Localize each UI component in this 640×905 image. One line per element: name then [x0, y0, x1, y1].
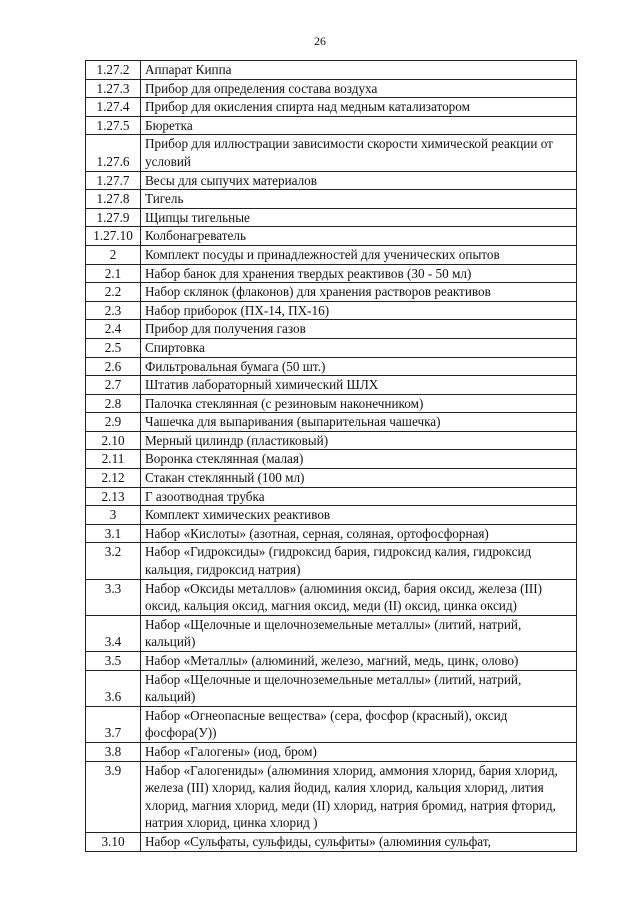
table-row [86, 208, 577, 227]
item-description: Комплект химических реактивов [141, 506, 577, 525]
item-number: 1.27.3 [86, 79, 141, 98]
table-row [86, 116, 577, 135]
item-description: Набор «Галогениды» (алюминия хлорид, аммония хлорид, бария хлорид, железа (III) хлорид, калия йодид, калия хлорид, кальция хлорид, лития хлорид, магния хлорид, меди (II) хлорид, натрия бромид, натрия фторид, натрия хлорид, цинка хлорид ) [141, 761, 577, 832]
table-row [86, 832, 577, 851]
item-number: 2.3 [86, 301, 141, 320]
item-description: Палочка стеклянная (с резиновым наконечником) [141, 394, 577, 413]
table-row [86, 543, 577, 579]
table-row [86, 376, 577, 395]
table-row [86, 283, 577, 302]
item-number: 1.27.10 [86, 227, 141, 246]
equipment-table [85, 60, 577, 852]
item-description: Спиртовка [141, 338, 577, 357]
item-number: 3.6 [86, 670, 141, 706]
item-number: 1.27.7 [86, 171, 141, 190]
table-row [86, 615, 577, 651]
item-description: Комплект посуды и принадлежностей для ученических опытов [141, 245, 577, 264]
item-description: Колбонагреватель [141, 227, 577, 246]
item-description: Прибор для получения газов [141, 320, 577, 339]
item-description: Прибор для окисления спирта над медным катализатором [141, 98, 577, 117]
item-number: 2.6 [86, 357, 141, 376]
item-description: Набор склянок (флаконов) для хранения растворов реактивов [141, 283, 577, 302]
table-row [86, 245, 577, 264]
item-description: Набор «Щелочные и щелочноземельные металлы» (литий, натрий, кальций) [141, 615, 577, 651]
item-number: 3.9 [86, 761, 141, 832]
item-description: Набор «Оксиды металлов» (алюминия оксид, бария оксид, железа (III) оксид, кальция оксид, магния оксид, меди (II) оксид, цинка оксид) [141, 579, 577, 615]
item-description: Щипцы тигельные [141, 208, 577, 227]
item-description: Аппарат Киппа [141, 61, 577, 80]
equipment-table-body [86, 61, 577, 852]
item-number: 2.8 [86, 394, 141, 413]
item-number: 2.11 [86, 450, 141, 469]
item-description: Тигель [141, 190, 577, 209]
table-row [86, 227, 577, 246]
table-row [86, 320, 577, 339]
item-number: 1.27.4 [86, 98, 141, 117]
item-description: Прибор для иллюстрации зависимости скорости химической реакции от условий [141, 135, 577, 171]
table-row [86, 670, 577, 706]
table-row [86, 413, 577, 432]
item-description: Набор «Металлы» (алюминий, железо, магний, медь, цинк, олово) [141, 652, 577, 671]
table-row [86, 487, 577, 506]
item-number: 3.7 [86, 706, 141, 742]
table-row [86, 761, 577, 832]
table-row [86, 579, 577, 615]
item-number: 1.27.9 [86, 208, 141, 227]
table-row [86, 431, 577, 450]
table-row [86, 524, 577, 543]
item-description: Набор банок для хранения твердых реактивов (30 - 50 мл) [141, 264, 577, 283]
item-description: Набор «Галогены» (иод, бром) [141, 742, 577, 761]
item-description: Прибор для определения состава воздуха [141, 79, 577, 98]
table-row [86, 79, 577, 98]
item-description: Бюретка [141, 116, 577, 135]
table-row [86, 706, 577, 742]
table-row [86, 652, 577, 671]
table-row [86, 171, 577, 190]
table-row [86, 742, 577, 761]
item-description: Фильтровальная бумага (50 шт.) [141, 357, 577, 376]
item-description: Воронка стеклянная (малая) [141, 450, 577, 469]
item-number: 2.7 [86, 376, 141, 395]
table-row [86, 190, 577, 209]
item-number: 1.27.2 [86, 61, 141, 80]
item-number: 3.10 [86, 832, 141, 851]
table-row [86, 506, 577, 525]
item-number: 2 [86, 245, 141, 264]
item-number: 3.4 [86, 615, 141, 651]
item-number: 3.8 [86, 742, 141, 761]
item-number: 2.9 [86, 413, 141, 432]
item-description: Весы для сыпучих материалов [141, 171, 577, 190]
table-row [86, 301, 577, 320]
item-number: 3 [86, 506, 141, 525]
item-description: Набор «Щелочные и щелочноземельные металлы» (литий, натрий, кальций) [141, 670, 577, 706]
table-row [86, 338, 577, 357]
item-number: 2.10 [86, 431, 141, 450]
item-number: 2.13 [86, 487, 141, 506]
item-number: 1.27.8 [86, 190, 141, 209]
item-description: Г азоотводная трубка [141, 487, 577, 506]
table-row [86, 61, 577, 80]
item-number: 3.2 [86, 543, 141, 579]
item-description: Мерный цилиндр (пластиковый) [141, 431, 577, 450]
table-row [86, 98, 577, 117]
item-number: 1.27.5 [86, 116, 141, 135]
table-row [86, 450, 577, 469]
table-row [86, 394, 577, 413]
item-number: 3.3 [86, 579, 141, 615]
item-number: 1.27.6 [86, 135, 141, 171]
table-row [86, 264, 577, 283]
item-description: Штатив лабораторный химический ШЛХ [141, 376, 577, 395]
item-description: Чашечка для выпаривания (выпарительная чашечка) [141, 413, 577, 432]
item-description: Набор «Сульфаты, сульфиды, сульфиты» (алюминия сульфат, [141, 832, 577, 851]
item-number: 2.12 [86, 469, 141, 488]
table-row [86, 135, 577, 171]
item-number: 3.1 [86, 524, 141, 543]
item-number: 2.2 [86, 283, 141, 302]
item-number: 2.1 [86, 264, 141, 283]
table-row [86, 469, 577, 488]
item-description: Стакан стеклянный (100 мл) [141, 469, 577, 488]
item-description: Набор приборок (ПХ-14, ПХ-16) [141, 301, 577, 320]
item-description: Набор «Кислоты» (азотная, серная, соляная, ортофосфорная) [141, 524, 577, 543]
item-number: 2.5 [86, 338, 141, 357]
item-description: Набор «Гидроксиды» (гидроксид бария, гидроксид калия, гидроксид кальция, гидроксид натрия) [141, 543, 577, 579]
table-row [86, 357, 577, 376]
item-description: Набор «Огнеопасные вещества» (сера, фосфор (красный), оксид фосфора(У)) [141, 706, 577, 742]
item-number: 3.5 [86, 652, 141, 671]
item-number: 2.4 [86, 320, 141, 339]
page-number: 26 [314, 34, 326, 48]
